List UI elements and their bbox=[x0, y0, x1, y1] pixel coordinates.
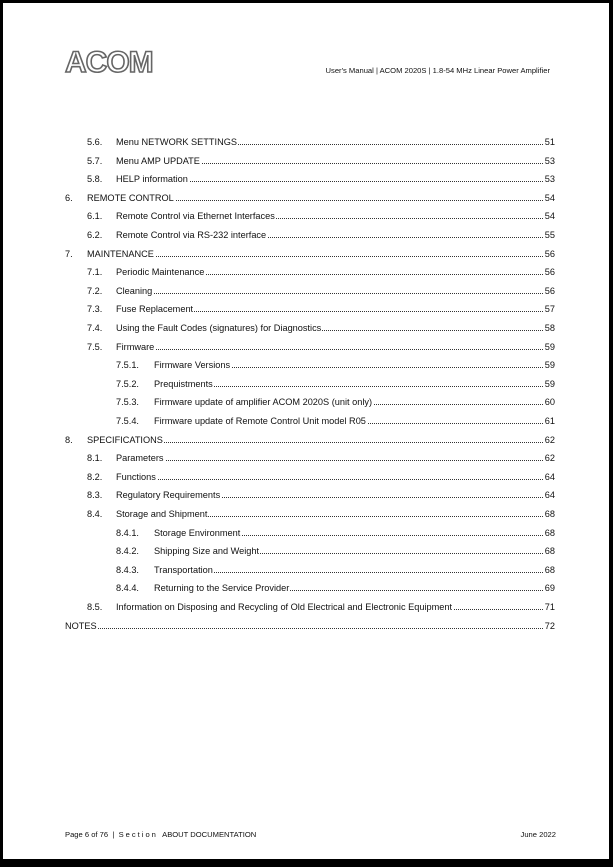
toc-entry-title: Storage and Shipment bbox=[116, 509, 208, 519]
toc-entry[interactable] bbox=[3, 619, 615, 633]
toc-entry[interactable] bbox=[3, 172, 615, 186]
toc-entry-number: 6.2. bbox=[87, 230, 103, 240]
toc-entry[interactable] bbox=[3, 377, 615, 391]
toc-entry-number: 8.2. bbox=[87, 471, 103, 482]
toc-entry[interactable] bbox=[3, 340, 615, 354]
toc-leader-dots bbox=[116, 293, 543, 294]
toc-entry-page: 59 bbox=[544, 378, 555, 389]
toc-entry-number: 8.3. bbox=[87, 490, 103, 501]
toc-entry[interactable] bbox=[3, 247, 615, 261]
toc-entry-title: Parameters bbox=[116, 453, 164, 464]
toc-entry[interactable] bbox=[3, 581, 615, 595]
toc-entry-title: HELP information bbox=[116, 174, 188, 185]
toc-entry-page: 62 bbox=[544, 453, 555, 464]
toc-entry-number: 7. bbox=[65, 248, 73, 259]
toc-entry-page: 71 bbox=[544, 602, 555, 612]
toc-entry-title: Firmware update of Remote Control Unit model R05 bbox=[154, 416, 366, 426]
toc-entry-number: 8.4.4. bbox=[116, 583, 139, 594]
toc-entry-title: Remote Control via RS-232 interface bbox=[116, 230, 267, 240]
footer-separator: | bbox=[112, 830, 115, 839]
toc-entry-page: 68 bbox=[544, 546, 555, 557]
toc-entry-page: 59 bbox=[544, 341, 555, 352]
toc-entry[interactable] bbox=[3, 544, 615, 558]
toc-entry-title: Using the Fault Codes (signatures) for Diagnostics bbox=[116, 323, 322, 333]
toc-entry-title: REMOTE CONTROL bbox=[87, 192, 174, 203]
toc-entry-number: 7.5.1. bbox=[116, 360, 139, 371]
footer-page-label: Page bbox=[65, 830, 83, 839]
toc-entry-number: 6. bbox=[65, 192, 73, 203]
toc-entry[interactable] bbox=[3, 600, 615, 614]
toc-entry-page: 51 bbox=[544, 137, 555, 147]
toc-entry-title: Fuse Replacement bbox=[116, 304, 194, 315]
toc-leader-dots bbox=[116, 349, 543, 350]
toc-entry-title: Cleaning bbox=[116, 285, 153, 296]
toc-entry-page: 64 bbox=[544, 490, 555, 501]
toc-entry-number: 7.2. bbox=[87, 285, 103, 296]
toc-entry-page: 68 bbox=[544, 509, 555, 519]
toc-entry[interactable] bbox=[3, 209, 615, 223]
toc-entry-page: 55 bbox=[544, 230, 555, 240]
toc-entry[interactable] bbox=[3, 321, 615, 335]
header-title: User's Manual | ACOM 2020S | 1.8-54 MHz Linear Power Amplifier bbox=[325, 66, 550, 75]
footer-date: June 2022 bbox=[520, 830, 556, 839]
toc-entry[interactable] bbox=[3, 302, 615, 316]
toc-leader-dots bbox=[65, 628, 543, 629]
toc-entry-title: Menu AMP UPDATE bbox=[116, 155, 200, 166]
acom-logo bbox=[65, 45, 153, 79]
toc-entry-title: Regulatory Requirements bbox=[116, 490, 221, 501]
toc-entry-title: Storage Environment bbox=[154, 527, 241, 538]
toc-entry-page: 54 bbox=[544, 192, 555, 203]
toc-entry-number: 8. bbox=[65, 434, 73, 445]
toc-entry-title: Firmware update of amplifier ACOM 2020S (unit only) bbox=[154, 397, 373, 408]
toc-entry-number: 8.4.1. bbox=[116, 527, 139, 538]
toc-entry-number: 5.8. bbox=[87, 174, 103, 185]
toc-entry-title: MAINTENANCE bbox=[87, 248, 154, 259]
toc-entry-page: 59 bbox=[544, 360, 555, 371]
toc-entry-number: 7.5.2. bbox=[116, 378, 139, 389]
toc-entry-page: 68 bbox=[544, 527, 555, 538]
toc-entry-number: 8.4.2. bbox=[116, 546, 139, 557]
toc-entry-title: SPECIFICATIONS bbox=[87, 434, 163, 445]
toc-entry-page: 54 bbox=[544, 211, 555, 222]
toc-entry-page: 60 bbox=[544, 397, 555, 408]
toc-entry-page: 72 bbox=[544, 620, 555, 631]
toc-entry-page: 69 bbox=[544, 583, 555, 594]
toc-entry-page: 57 bbox=[544, 304, 555, 315]
toc-entry-number: 8.1. bbox=[87, 453, 103, 464]
toc-entry-page: 53 bbox=[544, 155, 555, 166]
toc-leader-dots bbox=[87, 256, 543, 257]
toc-entry[interactable] bbox=[3, 191, 615, 205]
toc-entry-page: 61 bbox=[544, 416, 555, 426]
toc-entry[interactable] bbox=[3, 507, 615, 521]
toc-entry[interactable] bbox=[3, 488, 615, 502]
toc-entry-number: 5.6. bbox=[87, 137, 103, 147]
toc-entry-title: Information on Disposing and Recycling of Old Electrical and Electronic Equipment bbox=[116, 602, 453, 612]
toc-entry-title: Functions bbox=[116, 471, 156, 482]
toc-entry[interactable] bbox=[3, 284, 615, 298]
toc-entry-title: Firmware Versions bbox=[154, 360, 231, 371]
toc-entry-number: 7.1. bbox=[87, 267, 103, 278]
toc-entry-title: Periodic Maintenance bbox=[116, 267, 205, 278]
toc-entry[interactable] bbox=[3, 395, 615, 409]
toc-entry-number: 7.5. bbox=[87, 341, 103, 352]
toc-entry[interactable] bbox=[3, 265, 615, 279]
footer-section-label: Section bbox=[118, 830, 158, 839]
toc-entry-number: 8.5. bbox=[87, 602, 103, 612]
toc-entry-page: 56 bbox=[544, 285, 555, 296]
toc-entry-number: 7.3. bbox=[87, 304, 103, 315]
footer-section-name: ABOUT DOCUMENTATION bbox=[162, 830, 257, 839]
toc-entry[interactable] bbox=[3, 228, 615, 242]
toc-entry-number: 7.4. bbox=[87, 323, 103, 333]
toc-entry-title: Firmware bbox=[116, 341, 155, 352]
toc-entry-page: 62 bbox=[544, 434, 555, 445]
footer-left bbox=[65, 830, 256, 839]
toc-entry[interactable] bbox=[3, 563, 615, 577]
toc-entry-title: Returning to the Service Provider bbox=[154, 583, 290, 594]
toc-entry-number: 8.4.3. bbox=[116, 564, 139, 575]
footer-page-number: 6 of 76 bbox=[84, 830, 109, 839]
toc-leader-dots bbox=[116, 460, 543, 461]
toc-entry-title: Remote Control via Ethernet Interfaces bbox=[116, 211, 275, 222]
toc-entry-page: 68 bbox=[544, 564, 555, 575]
toc-entry-number: 6.1. bbox=[87, 211, 103, 222]
toc-entry-title: Shipping Size and Weight bbox=[154, 546, 260, 557]
toc-entry-number: 8.4. bbox=[87, 509, 103, 519]
toc-entry-page: 53 bbox=[544, 174, 555, 185]
toc-entry[interactable] bbox=[3, 154, 615, 168]
toc-entry-number: 7.5.3. bbox=[116, 397, 139, 408]
toc-entry-title: Menu NETWORK SETTINGS bbox=[116, 137, 237, 147]
toc-entry-page: 58 bbox=[544, 323, 555, 333]
toc-entry-title: NOTES bbox=[65, 620, 97, 631]
toc-entry[interactable] bbox=[3, 451, 615, 465]
toc-entry[interactable] bbox=[3, 526, 615, 540]
toc-entry-number: 7.5.4. bbox=[116, 416, 139, 426]
toc-entry[interactable] bbox=[3, 358, 615, 372]
toc-entry[interactable] bbox=[3, 414, 615, 428]
toc-entry-title: Transportation bbox=[154, 564, 213, 575]
toc-entry[interactable] bbox=[3, 470, 615, 484]
toc-entry-number: 5.7. bbox=[87, 155, 103, 166]
toc-entry-page: 64 bbox=[544, 471, 555, 482]
svg-text:ACOM: ACOM bbox=[65, 46, 153, 79]
toc-entry[interactable] bbox=[3, 433, 615, 447]
toc-entry-page: 56 bbox=[544, 248, 555, 259]
toc-entry-title: Prequistments bbox=[154, 378, 213, 389]
toc-entry[interactable] bbox=[3, 135, 615, 149]
toc-leader-dots bbox=[116, 479, 543, 480]
toc-entry-page: 56 bbox=[544, 267, 555, 278]
